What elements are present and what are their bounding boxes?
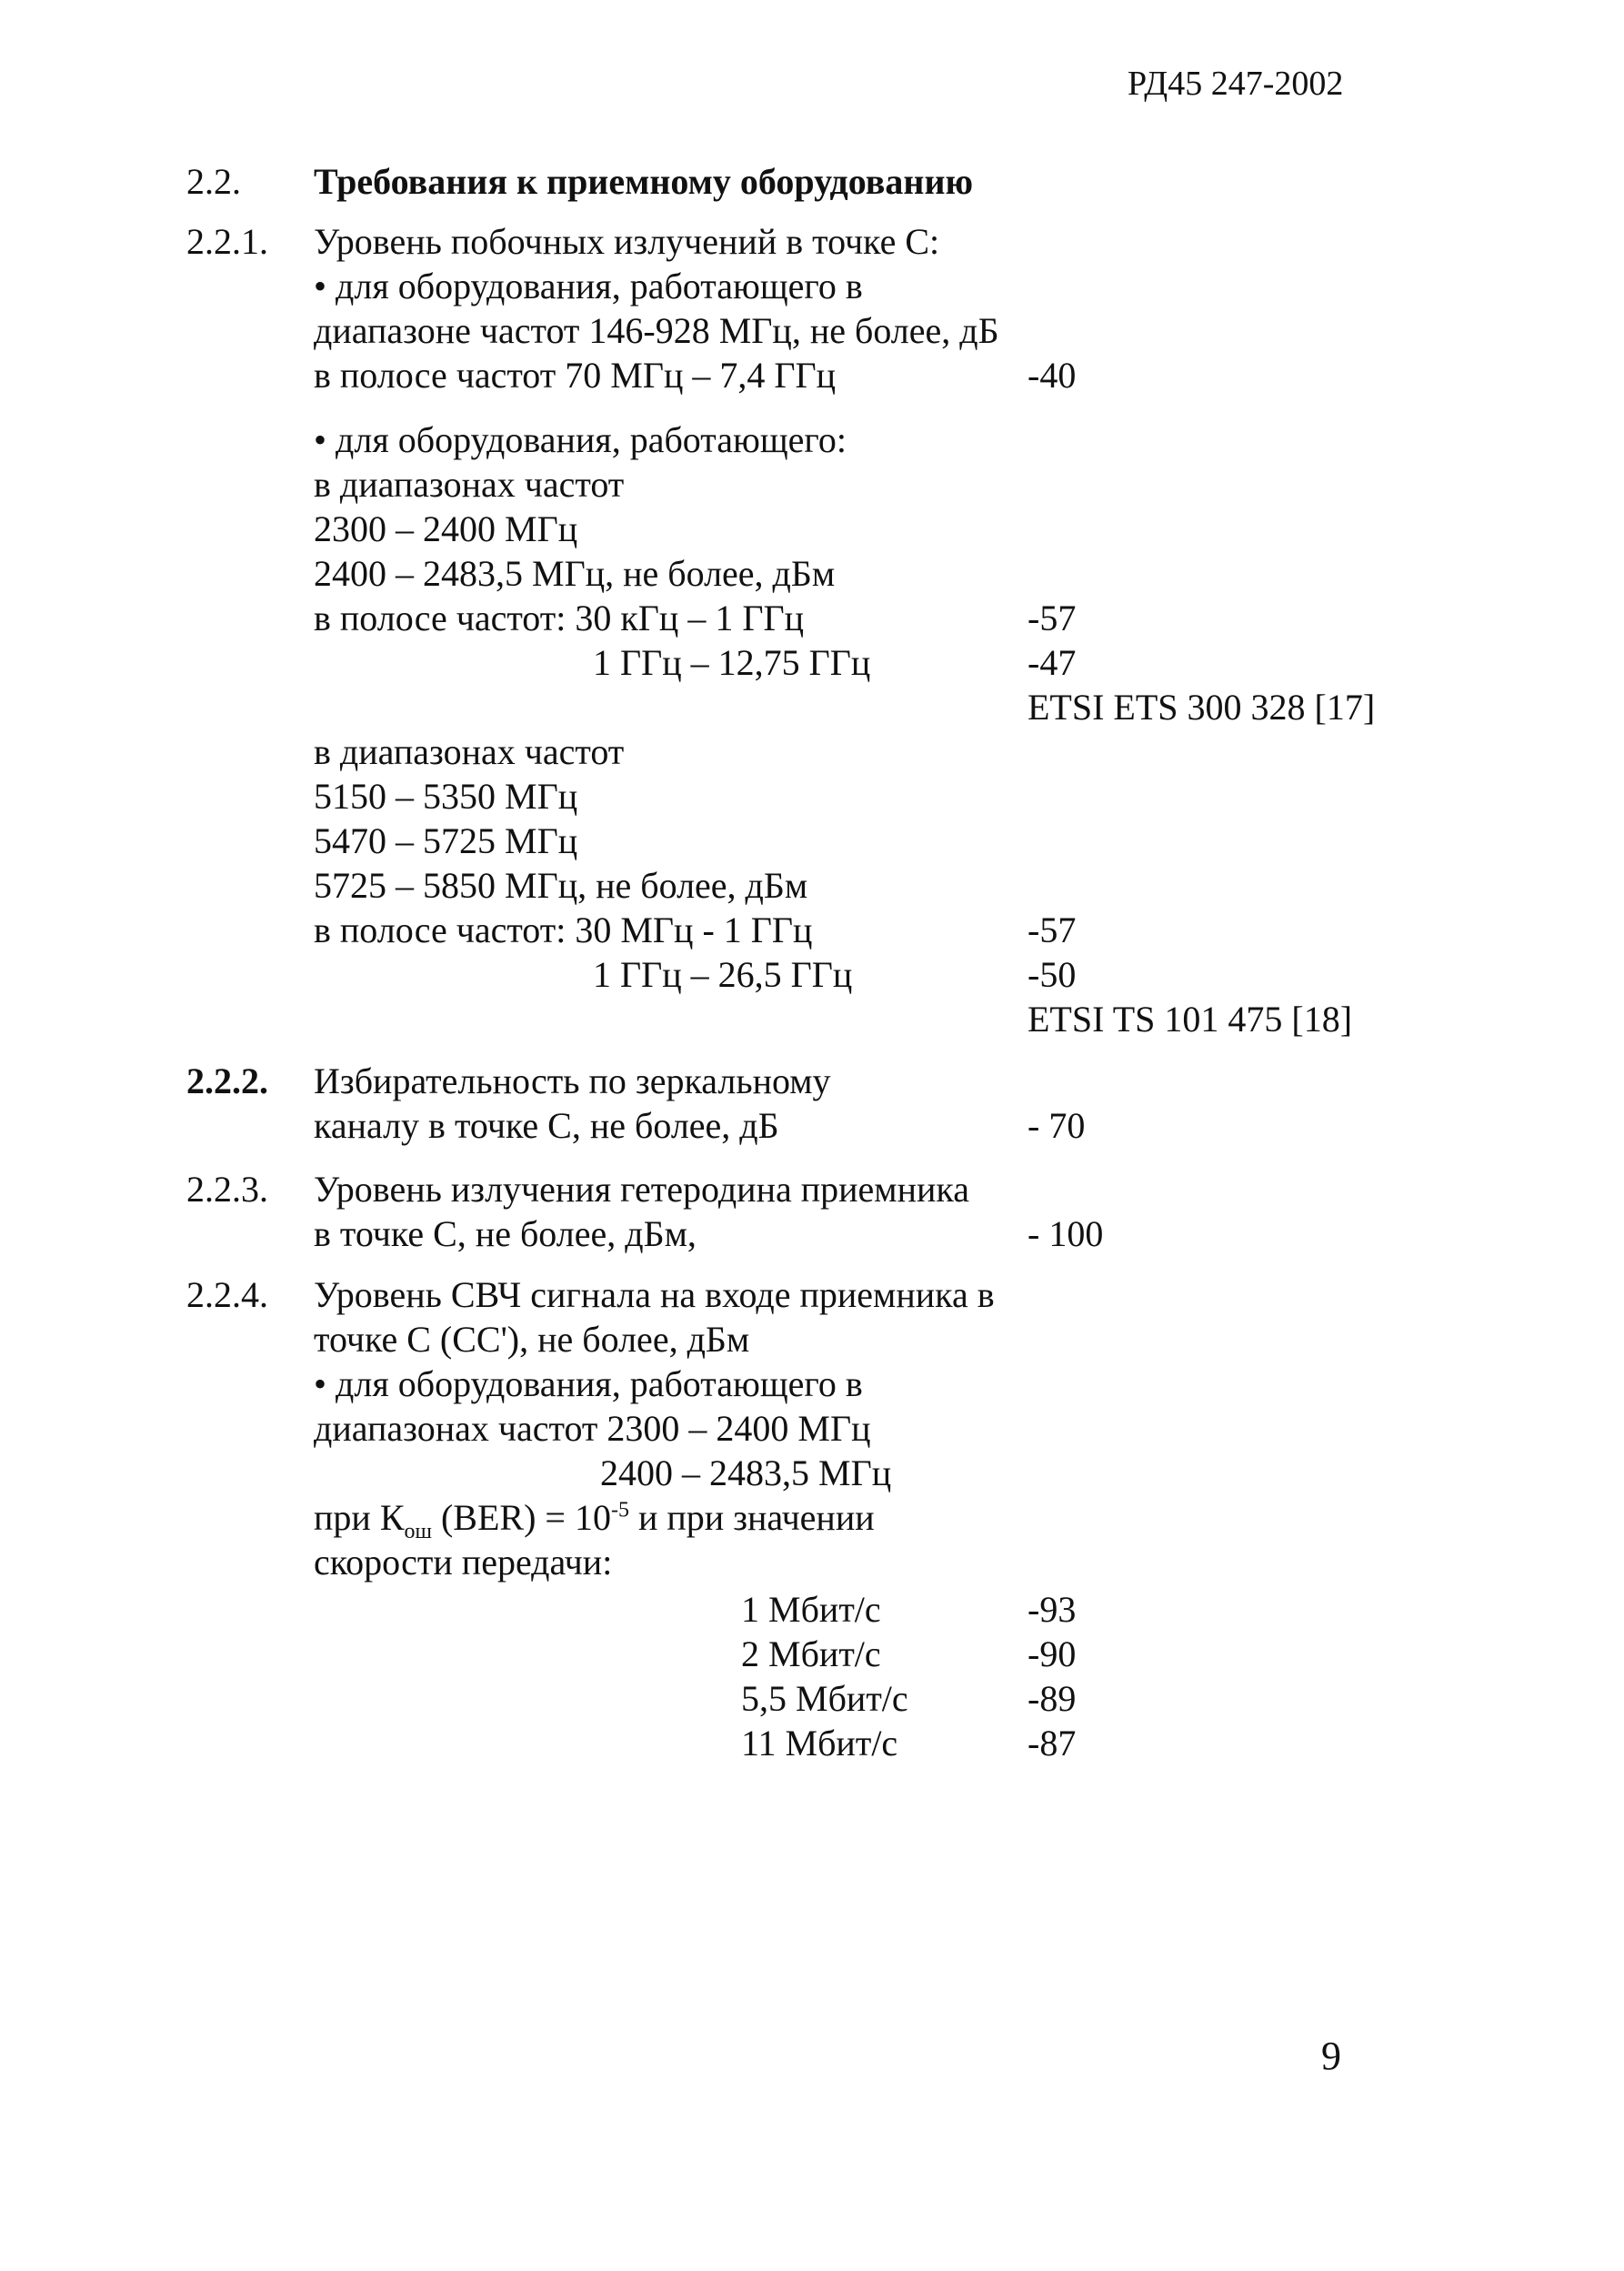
rate-label: 11 Мбит/с (741, 1723, 898, 1764)
value: -57 (1028, 909, 1077, 950)
clause-text: • для оборудования, работающего в (314, 266, 863, 306)
page-number: 9 (1321, 2034, 1341, 2078)
clause-text: • для оборудования, работающего: (314, 419, 847, 460)
clause-text: Уровень побочных излучений в точке С: (314, 221, 940, 262)
section-title: Требования к приемному оборудованию (314, 161, 974, 202)
clause-text: точке С (СС'), не более, дБм (314, 1319, 750, 1360)
ber-condition: при $К_{ош}$ $(BER) = 10^{-5}$ и при значении (314, 1497, 875, 1543)
value: -57 (1028, 598, 1077, 638)
value: -50 (1028, 954, 1077, 995)
clause-text: 1 ГГц – 12,75 ГГц (593, 642, 871, 683)
clause-text: 5470 – 5725 МГц (314, 820, 578, 861)
clause-text: 1 ГГц – 26,5 ГГц (593, 954, 853, 995)
clause-text: Уровень излучения гетеродина приемника (314, 1169, 970, 1210)
clause-text: в диапазонах частот (314, 731, 625, 772)
document-code-header: РД45 247-2002 (1128, 65, 1344, 103)
clause-text: в точке С, не более, дБм, (314, 1213, 697, 1254)
clause-number: 2.2.3. (186, 1169, 268, 1210)
value: - 100 (1028, 1213, 1104, 1254)
clause-text: 2300 – 2400 МГц (314, 508, 578, 549)
clause-text: скорости передачи: (314, 1542, 613, 1583)
rate-label: 2 Мбит/с (741, 1633, 881, 1674)
value: - 70 (1028, 1105, 1086, 1146)
section-number: 2.2. (186, 161, 241, 202)
clause-text: диапазонах частот 2300 – 2400 МГц (314, 1408, 871, 1449)
rate-label: 1 Мбит/с (741, 1589, 881, 1630)
clause-text: в полосе частот: 30 МГц - 1 ГГц (314, 909, 813, 950)
value: -90 (1028, 1633, 1077, 1674)
value: -93 (1028, 1589, 1077, 1630)
standard-reference: ETSI TS 101 475 [18] (1028, 999, 1353, 1040)
clause-text: Избирательность по зеркальному (314, 1060, 831, 1101)
clause-text: 5150 – 5350 МГц (314, 776, 578, 817)
standard-reference: ETSI ETS 300 328 [17] (1028, 687, 1376, 728)
clause-number: 2.2.1. (186, 221, 268, 262)
clause-text: 5725 – 5850 МГц, не более, дБм (314, 865, 808, 906)
clause-text: в полосе частот 70 МГц – 7,4 ГГц (314, 355, 837, 396)
clause-text: в диапазонах частот (314, 464, 625, 505)
clause-text: • для оборудования, работающего в (314, 1363, 863, 1404)
clause-text: диапазоне частот 146-928 МГц, не более, дБ (314, 310, 999, 351)
clause-text: Уровень СВЧ сигнала на входе приемника в (314, 1274, 995, 1315)
value: -89 (1028, 1678, 1077, 1719)
value: -87 (1028, 1723, 1077, 1764)
value: -40 (1028, 355, 1077, 396)
rate-label: 5,5 Мбит/с (741, 1678, 908, 1719)
clause-number: 2.2.4. (186, 1274, 268, 1315)
clause-text: в полосе частот: 30 кГц – 1 ГГц (314, 598, 804, 638)
clause-text: 2400 – 2483,5 МГц, не более, дБм (314, 553, 836, 594)
value: -47 (1028, 642, 1077, 683)
clause-text: каналу в точке С, не более, дБ (314, 1105, 779, 1146)
clause-text: 2400 – 2483,5 МГц (600, 1452, 892, 1493)
clause-number: 2.2.2. (186, 1060, 268, 1101)
